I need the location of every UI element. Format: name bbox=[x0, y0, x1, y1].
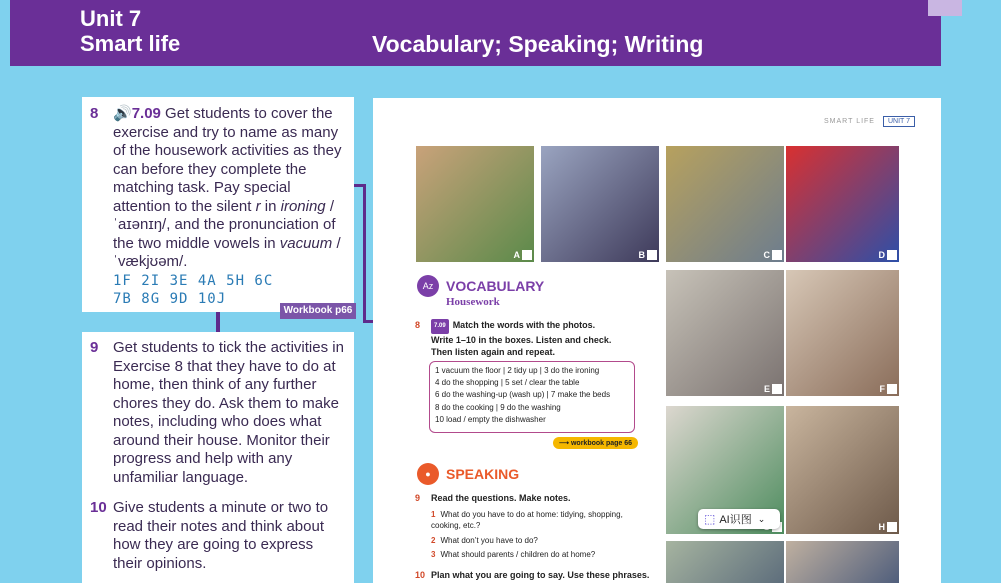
question-text: What don’t you have to do? bbox=[440, 536, 538, 545]
note-number: 8 bbox=[90, 105, 99, 122]
question-text: What should parents / children do at home? bbox=[440, 550, 596, 559]
question-number: 2 bbox=[431, 536, 436, 545]
question-item bbox=[431, 535, 649, 546]
answer-box bbox=[772, 384, 782, 394]
photo-letter: E bbox=[763, 384, 770, 394]
photo-letter: C bbox=[763, 250, 770, 260]
speech-bubble-icon: ● bbox=[417, 463, 439, 485]
exercise-number: 10 bbox=[415, 570, 426, 580]
exercise-instructions: Plan what you are going to say. Use these phrases. bbox=[431, 570, 650, 580]
exercise-number: 9 bbox=[415, 493, 421, 503]
question-text: What do you have to do at home: tidying, shopping, cooking, etc.? bbox=[431, 510, 623, 530]
word-line: 6 do the washing-up (wash up) | 7 make the beds bbox=[435, 390, 611, 400]
question-item bbox=[431, 549, 649, 560]
note-text: /ˈaɪənɪŋ/, and the pronunciation of the two middle vowels in bbox=[113, 197, 336, 252]
answer-box bbox=[887, 384, 897, 394]
student-book-page bbox=[373, 98, 941, 583]
connector-line bbox=[216, 312, 220, 332]
vocabulary-subheading: Housework bbox=[446, 296, 500, 308]
note-italic: ironing bbox=[280, 197, 326, 215]
instruction-text: Match the words with the photos. bbox=[452, 320, 596, 330]
unit-number: Unit 7 bbox=[80, 6, 142, 31]
audio-chip: 7.09 bbox=[431, 319, 449, 334]
ai-badge-label: AI识图 bbox=[719, 514, 752, 526]
housework-photo bbox=[786, 270, 899, 396]
running-head: SMART LIFE bbox=[824, 118, 875, 125]
word-line: 8 do the cooking | 9 do the washing bbox=[435, 402, 561, 412]
housework-photo bbox=[666, 146, 784, 262]
photo-letter: A bbox=[513, 250, 520, 260]
audio-icon: 🔊 bbox=[113, 105, 132, 122]
answer-box bbox=[772, 250, 782, 260]
note-card-ex8 bbox=[82, 97, 354, 312]
chevron-down-icon: ⌄ bbox=[757, 513, 766, 524]
question-item bbox=[431, 509, 649, 531]
note-text: in bbox=[260, 197, 281, 215]
photo-letter: F bbox=[879, 384, 885, 394]
corner-tab bbox=[928, 0, 962, 16]
word-line: 4 do the shopping | 5 set / clear the table bbox=[435, 378, 580, 388]
answer-box bbox=[522, 250, 532, 260]
vocabulary-heading: VOCABULARY bbox=[446, 278, 545, 294]
exercise-number: 8 bbox=[415, 320, 421, 330]
workbook-tag: Workbook p66 bbox=[280, 303, 356, 319]
note-text: /ˈvækjʊəm/. bbox=[113, 234, 341, 270]
word-line: 1 vacuum the floor | 2 tidy up | 3 do the ironing bbox=[435, 366, 600, 375]
answer-box bbox=[887, 522, 897, 532]
note-text-ex8 bbox=[113, 105, 345, 308]
connector-line bbox=[363, 184, 366, 323]
unit-header bbox=[10, 0, 941, 66]
answer-key-line1: 1F 2I 3E 4A 5H 6C bbox=[113, 272, 274, 289]
section-title: Vocabulary; Speaking; Writing bbox=[372, 31, 704, 57]
note-number: 10 bbox=[90, 499, 107, 516]
word-box bbox=[429, 361, 635, 433]
note-card-ex9-10 bbox=[82, 332, 354, 583]
unit-title: Smart life bbox=[80, 31, 181, 56]
photo-letter: B bbox=[638, 250, 645, 260]
instruction-text: Then listen again and repeat. bbox=[431, 347, 556, 357]
audio-track: 7.09 bbox=[131, 105, 161, 122]
housework-photo bbox=[416, 146, 534, 262]
housework-photo bbox=[541, 146, 659, 262]
photo-letter: H bbox=[878, 522, 885, 532]
workbook-chip: ⟶ workbook page 66 bbox=[553, 437, 638, 449]
note-text-ex10: Give students a minute or two to read their notes and think about how they are going to express their opinions. bbox=[113, 499, 329, 572]
unit-tag: UNIT 7 bbox=[883, 116, 915, 127]
exercise-instructions bbox=[431, 319, 651, 359]
housework-photo bbox=[786, 146, 899, 262]
sparkle-icon: ⬚ bbox=[704, 512, 716, 526]
instruction-text: Write 1–10 in the boxes. Listen and check. bbox=[431, 334, 612, 345]
note-italic: vacuum bbox=[279, 234, 333, 252]
answer-box bbox=[647, 250, 657, 260]
word-line: 10 load / empty the dishwasher bbox=[435, 414, 546, 424]
note-text: Get students to cover the exercise and try to name as many of the housework activities as they can before they complete the matching task. Pay special attention to the silent bbox=[113, 105, 342, 215]
vocabulary-icon: Az bbox=[417, 275, 439, 297]
housework-photo bbox=[786, 406, 899, 534]
housework-photo bbox=[666, 270, 784, 396]
question-number: 3 bbox=[431, 550, 436, 559]
answer-key-line2: 7B 8G 9D 10J bbox=[113, 290, 227, 307]
exercise-instructions: Read the questions. Make notes. bbox=[431, 493, 571, 503]
question-number: 1 bbox=[431, 510, 436, 519]
answer-box bbox=[887, 250, 897, 260]
note-number: 9 bbox=[90, 339, 99, 356]
housework-photo bbox=[666, 541, 784, 583]
note-italic: r bbox=[255, 197, 261, 215]
speaking-heading: SPEAKING bbox=[446, 466, 520, 482]
ai-image-recognition-button[interactable] bbox=[698, 509, 780, 529]
housework-photo bbox=[786, 541, 899, 583]
photo-letter: D bbox=[878, 250, 885, 260]
note-text-ex9: Get students to tick the activities in Exercise 8 that they have to do at home, then think of any further chores they do. Ask them to make notes, including who does what around their house. Monitor their progress and help with any unfamiliar language. bbox=[113, 339, 344, 486]
